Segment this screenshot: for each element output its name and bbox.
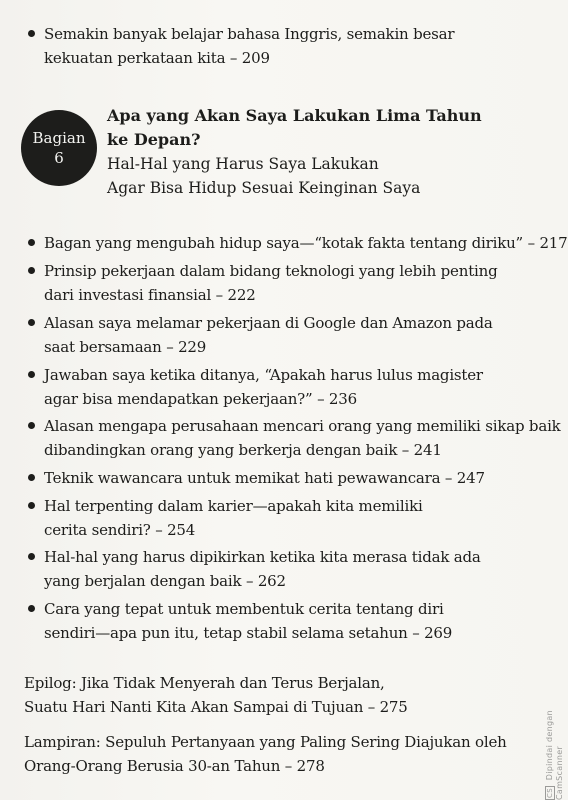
toc-entry-line: agar bisa mendapatkan pekerjaan?” – 236 bbox=[44, 390, 357, 408]
toc-entry-line: cerita sendiri? – 254 bbox=[44, 521, 196, 539]
camscanner-logo-icon: CS bbox=[546, 788, 554, 798]
badge-number: 6 bbox=[54, 149, 64, 167]
bullet-icon bbox=[28, 605, 35, 612]
bullet-icon bbox=[28, 371, 35, 378]
toc-entry-line: yang berjalan dengan baik – 262 bbox=[44, 572, 286, 590]
bullet-icon bbox=[28, 474, 35, 481]
toc-entry-line: Cara yang tepat untuk membentuk cerita tentang diri bbox=[44, 600, 444, 618]
section-subtitle-line: Agar Bisa Hidup Sesuai Keinginan Saya bbox=[107, 179, 421, 197]
toc-entry-top bbox=[44, 22, 454, 70]
toc-entry bbox=[44, 466, 485, 490]
toc-epilog-line: Suatu Hari Nanti Kita Akan Sampai di Tujuan – 275 bbox=[24, 698, 408, 716]
toc-entry-line: Hal-hal yang harus dipikirkan ketika kita merasa tidak ada bbox=[44, 548, 481, 566]
bullet-icon bbox=[28, 30, 35, 37]
toc-entry-line: Alasan mengapa perusahaan mencari orang yang memiliki sikap baik bbox=[44, 417, 561, 435]
toc-entry bbox=[44, 231, 568, 255]
bullet-icon bbox=[28, 553, 35, 560]
toc-entry-line: Teknik wawancara untuk memikat hati pewawancara – 247 bbox=[44, 469, 485, 487]
bullet-icon bbox=[28, 502, 35, 509]
toc-entry-line: Jawaban saya ketika ditanya, “Apakah harus lulus magister bbox=[44, 366, 483, 384]
toc-entry bbox=[44, 597, 452, 645]
section-title-line: ke Depan? bbox=[107, 130, 201, 149]
toc-entry bbox=[44, 259, 497, 307]
toc-entry bbox=[44, 494, 423, 542]
bullet-icon bbox=[28, 422, 35, 429]
section-heading bbox=[107, 104, 482, 200]
toc-appendix bbox=[24, 730, 507, 778]
toc-entry-line: dibandingkan orang yang berkerja dengan baik – 241 bbox=[44, 441, 442, 459]
toc-entry-line: Bagan yang mengubah hidup saya—“kotak fakta tentang diriku” – 217 bbox=[44, 234, 568, 252]
bullet-icon bbox=[28, 267, 35, 274]
toc-entry-line: kekuatan perkataan kita – 209 bbox=[44, 49, 270, 67]
toc-entry bbox=[44, 545, 481, 593]
toc-entry-line: saat bersamaan – 229 bbox=[44, 338, 207, 356]
toc-entry bbox=[44, 414, 561, 462]
bullet-icon bbox=[28, 319, 35, 326]
toc-entry-line: Hal terpenting dalam karier—apakah kita memiliki bbox=[44, 497, 423, 515]
section-title-line: Apa yang Akan Saya Lakukan Lima Tahun bbox=[107, 106, 482, 125]
toc-entry bbox=[44, 363, 483, 411]
toc-epilog bbox=[24, 671, 408, 719]
toc-entry bbox=[44, 311, 493, 359]
toc-entry-line: sendiri—apa pun itu, tetap stabil selama setahun – 269 bbox=[44, 624, 453, 642]
toc-entry-line: Semakin banyak belajar bahasa Inggris, semakin besar bbox=[44, 25, 455, 43]
badge-label: Bagian bbox=[32, 129, 86, 147]
scanner-watermark bbox=[545, 668, 564, 800]
toc-entry-line: Prinsip pekerjaan dalam bidang teknologi yang lebih penting bbox=[44, 262, 498, 280]
toc-entry-line: Alasan saya melamar pekerjaan di Google dan Amazon pada bbox=[44, 314, 493, 332]
watermark-text: Dipindai dengan CamScanner bbox=[545, 710, 564, 800]
section-subtitle-line: Hal-Hal yang Harus Saya Lakukan bbox=[107, 155, 379, 173]
toc-appendix-line: Orang-Orang Berusia 30-an Tahun – 278 bbox=[24, 757, 325, 775]
section-badge bbox=[21, 110, 97, 186]
toc-entry-line: dari investasi finansial – 222 bbox=[44, 286, 256, 304]
toc-epilog-line: Epilog: Jika Tidak Menyerah dan Terus Berjalan, bbox=[24, 674, 385, 692]
toc-appendix-line: Lampiran: Sepuluh Pertanyaan yang Paling Sering Diajukan oleh bbox=[24, 733, 507, 751]
bullet-icon bbox=[28, 239, 35, 246]
